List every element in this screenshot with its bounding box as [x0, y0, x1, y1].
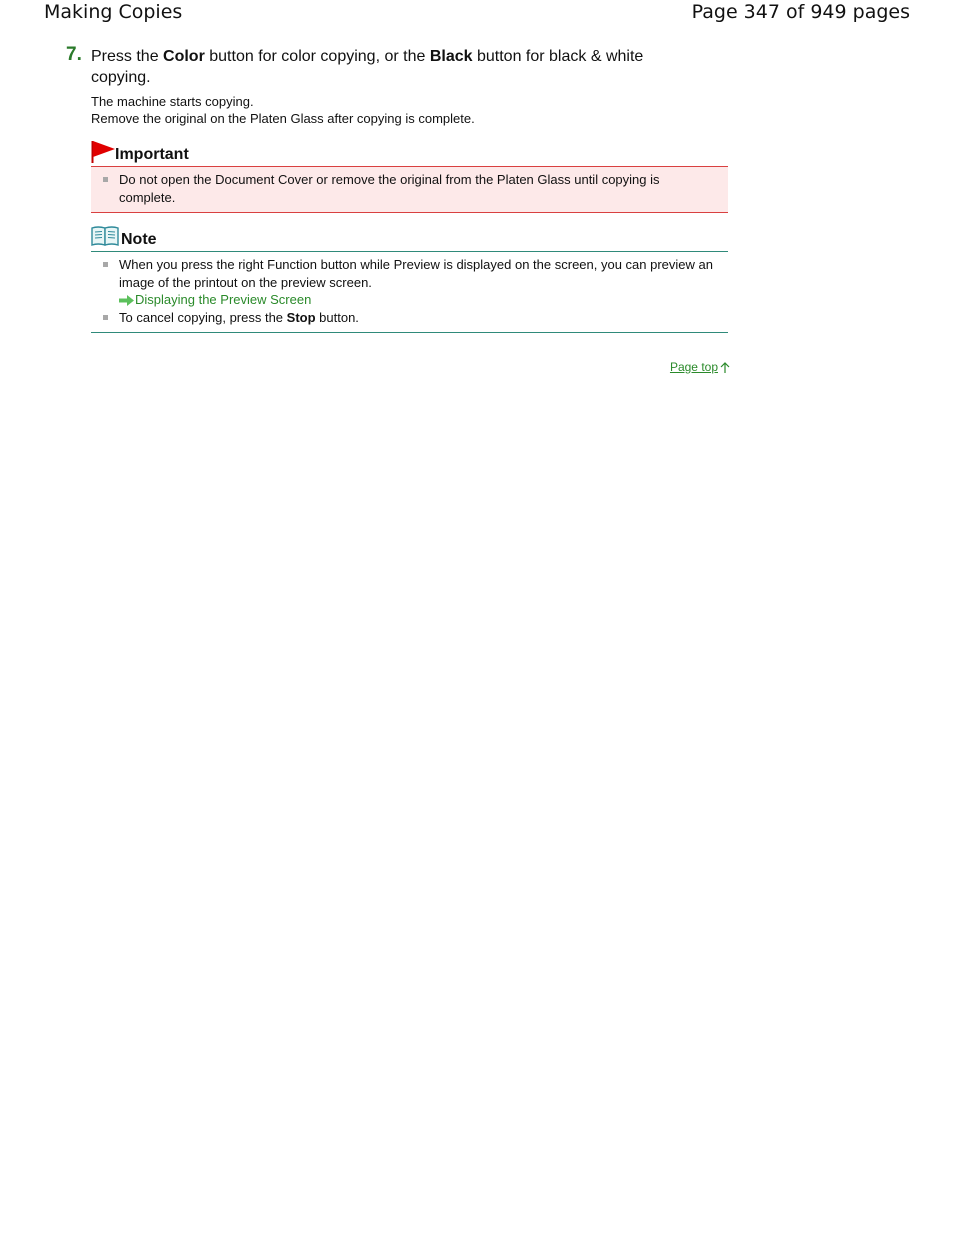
green-arrow-icon [119, 295, 134, 306]
step-description [91, 93, 475, 127]
square-bullet-icon [103, 315, 108, 320]
list-item [103, 256, 718, 309]
step-instruction [91, 46, 706, 88]
note-item-text: When you press the right Function button while Preview is displayed on the screen, you can preview an image of the printout on the preview screen. [119, 257, 713, 290]
important-box [91, 140, 728, 213]
page-top-link[interactable] [670, 360, 730, 374]
page-indicator: Page 347 of 949 pages [691, 1, 910, 23]
description-line-2: Remove the original on the Platen Glass after copying is complete. [91, 111, 475, 126]
page-top-label: Page top [669, 360, 718, 374]
step-text-part2: button for color copying, or the [204, 48, 430, 65]
stop-button-name: Stop [286, 309, 316, 325]
note-body [91, 252, 728, 333]
important-body [91, 167, 728, 213]
section-title: Making Copies [44, 1, 183, 23]
list-item [103, 309, 718, 327]
book-icon [91, 225, 119, 247]
description-line-1: The machine starts copying. [91, 94, 254, 109]
important-item-text: Do not open the Document Cover or remove the original from the Platen Glass until copying is complete. [119, 172, 660, 205]
red-flag-icon [91, 140, 115, 164]
square-bullet-icon [103, 177, 108, 182]
important-header [91, 140, 728, 167]
step-number: 7. [66, 44, 82, 65]
preview-screen-link-label: Displaying the Preview Screen [135, 292, 312, 307]
arrow-up-icon [720, 362, 730, 373]
color-button-name: Color [163, 48, 205, 65]
step-text-part1: Press the [91, 48, 164, 65]
square-bullet-icon [103, 262, 108, 267]
note-header [91, 225, 728, 252]
step-text-part3: button for black & white copying. [91, 48, 644, 86]
note-item2-part2: button. [315, 309, 359, 325]
black-button-name: Black [429, 48, 473, 65]
important-title: Important [115, 146, 189, 163]
list-item [103, 171, 718, 206]
note-box [91, 225, 728, 333]
note-item2-part1: To cancel copying, press the [119, 309, 287, 325]
preview-screen-link[interactable] [119, 292, 311, 307]
note-title: Note [121, 231, 157, 248]
